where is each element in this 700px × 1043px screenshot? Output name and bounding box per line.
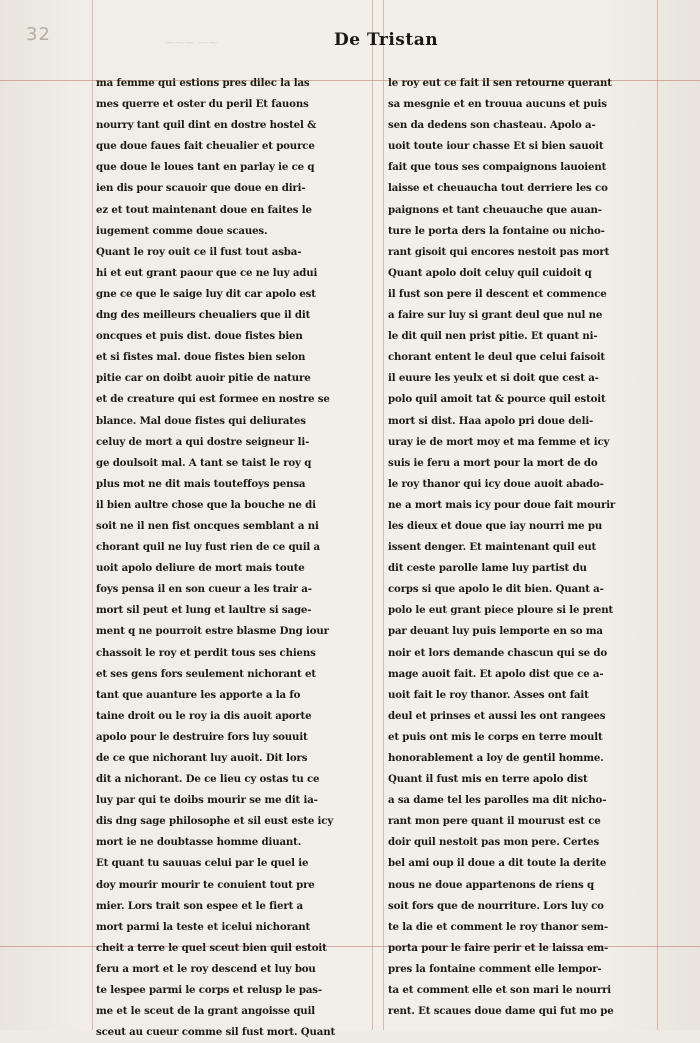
text-line [96,411,364,432]
line-text: Quant apolo doit celuy quil cuidoit q [388,266,592,279]
text-line [388,980,654,1001]
ruling-line [372,0,373,1030]
line-text: rant mon pere quant il mourust est ce [388,815,601,828]
line-text: polo le eut grant piece ploure si le prent [388,604,614,617]
text-line [388,1001,654,1022]
text-line [96,453,364,474]
text-line [96,263,364,284]
text-line [388,579,654,600]
line-text: dit a nichorant. De ce lieu cy ostas tu ce [96,773,320,786]
line-text: le roy thanor qui icy doue auoit abado- [388,477,604,490]
line-text: dis dng sage philosophe et sil eust este icy [96,815,334,828]
line-text: gne ce que le saige luy dit car apolo est [96,287,316,300]
text-line [96,643,364,664]
text-line [388,685,654,706]
text-line [96,811,364,832]
line-text: de ce que nichorant luy auoit. Dit lors [96,752,308,764]
line-text: mort ie ne doubtasse homme diuant. [96,836,302,849]
line-text: iugement comme doue scaues. [96,224,268,237]
text-line [388,474,654,495]
line-text: tant que auanture les apporte a la fo [96,688,301,701]
line-text: chorant quil ne luy fust rien de ce quil a [96,541,320,554]
text-line [96,368,364,389]
line-text: mage auoit fait. Et apolo dist que ce a- [388,667,604,680]
line-text: sen da dedens son chasteau. Apolo a- [388,119,596,132]
text-line [388,221,654,242]
text-line [96,980,364,1001]
line-text: celuy de mort a qui dostre seigneur li- [96,435,310,448]
line-text: nourry tant quil dint en dostre hostel & [96,119,317,132]
text-line [388,157,654,178]
line-text: mort parmi la teste et icelui nichorant [96,920,311,933]
text-line [388,769,654,790]
text-line [96,748,364,769]
line-text: ne a mort mais icy pour doue fait mourir [388,498,616,511]
text-line [388,495,654,516]
line-text: que doue faues fait cheualier et pource [96,140,315,153]
line-text: honorablement a loy de gentil homme. [388,752,604,764]
text-line [388,178,654,199]
line-text: il bien aultre chose que la bouche ne di [96,498,316,511]
text-line [96,200,364,221]
line-text: doir quil nestoit pas mon pere. Certes [388,836,600,849]
text-line [96,896,364,917]
text-line [96,727,364,748]
line-text: uray ie de mort moy et ma femme et icy [388,435,610,448]
text-line [388,263,654,284]
text-line [96,474,364,495]
text-line [388,558,654,579]
text-line [96,136,364,157]
line-text: noir et lors demande chascun qui se do [388,646,608,659]
text-line [96,432,364,453]
line-text: uoit toute iour chasse Et si bien sauoit [388,140,604,153]
line-text: et de creature qui est formee en nostre se [96,393,330,406]
text-line [96,115,364,136]
text-line [388,664,654,685]
line-text: Et quant tu sauuas celui par le quel ie [96,857,309,870]
line-text: sceut au cueur comme sil fust mort. Quant [96,1026,336,1039]
text-line [96,938,364,959]
text-line [96,495,364,516]
text-line [96,178,364,199]
line-text: paignons et tant cheuauche que auan- [388,203,602,216]
line-text: fait que tous ses compaignons lauoient [388,161,607,174]
text-line [388,832,654,853]
text-line [96,621,364,642]
line-text: taine droit ou le roy ia dis auoit aporte [96,709,312,722]
line-text: laisse et cheuaucha tout derriere les co [388,182,608,195]
text-line [388,600,654,621]
text-line [96,389,364,410]
text-line [388,811,654,832]
line-text: il euure les yeulx et si doit que cest a- [388,372,599,385]
folio-number: 32 [26,24,51,45]
line-text: chorant entent le deul que celui faisoit [388,351,605,364]
text-line [388,242,654,263]
text-line [388,136,654,157]
line-text: Quant il fust mis en terre apolo dist [388,773,588,786]
text-line [96,959,364,980]
line-text: a sa dame tel les parolles ma dit nicho- [388,794,607,807]
line-text: soit fors que de nourriture. Lors luy co [388,899,604,912]
line-text: uoit fait le roy thanor. Asses ont fait [388,688,589,701]
line-text: a faire sur luy si grant deul que nul ne [388,309,603,322]
line-text: plus mot ne dit mais touteffoys pensa [96,477,306,490]
text-line [96,875,364,896]
line-text: issent denger. Et maintenant quil eut [388,541,597,554]
line-text: et puis ont mis le corps en terre moult [388,730,603,743]
line-text: deul et prinses et aussi les ont rangees [388,709,606,722]
line-text: te lespee parmi le corps et relusp le pas- [96,984,322,997]
text-line [388,896,654,917]
right-text-column [388,73,654,1022]
text-line [96,579,364,600]
line-text: et ses gens fors seulement nichorant et [96,667,316,680]
line-text: que doue le loues tant en parlay ie ce q [96,161,315,174]
text-line [388,875,654,896]
line-text: ture le porta ders la fontaine ou nicho- [388,224,605,237]
ruling-line [383,0,384,1030]
ruling-line [92,0,93,1030]
text-line [96,790,364,811]
line-text: ment q ne pourroit estre blasme Dng iour [96,625,329,638]
text-line [388,432,654,453]
show-through: ⁓⁓⁓ ⁓⁓ [165,38,219,49]
line-text: nous ne doue appartenons de riens q [388,878,595,891]
line-text: ge doulsoit mal. A tant se taist le roy q [96,456,312,469]
line-text: les dieux et doue que iay nourri me pu [388,519,603,532]
line-text: le dit quil nen prist pitie. Et quant ni- [388,330,598,343]
text-line [388,368,654,389]
text-line [388,453,654,474]
text-line [96,664,364,685]
line-text: feru a mort et le roy descend et luy bou [96,962,316,975]
text-line [96,1001,364,1022]
text-line [96,917,364,938]
line-text: rant gisoit qui encores nestoit pas mort [388,245,610,258]
line-text: mort si dist. Haa apolo pri doue deli- [388,414,594,427]
text-line [388,790,654,811]
line-text: apolo pour le destruire fors luy souuit [96,730,308,743]
line-text: hi et eut grant paour que ce ne luy adui [96,266,318,279]
line-text: doy mourir mourir te conuient tout pre [96,878,315,891]
line-text: pitie car on doibt auoir pitie de nature [96,372,311,385]
line-text: sa mesgnie et en trouua aucuns et puis [388,98,607,111]
text-line [388,305,654,326]
text-line [388,326,654,347]
text-line [388,621,654,642]
line-text: et si fistes mal. doue fistes bien selon [96,351,306,364]
text-line [388,706,654,727]
line-text: polo quil amoit tat & pource quil estoit [388,393,606,406]
text-line [96,558,364,579]
line-text: mier. Lors trait son espee et le fiert a [96,899,303,912]
line-text: par deuant luy puis lemporte en so ma [388,625,603,638]
text-line [96,326,364,347]
line-text: Quant le roy ouit ce il fust tout asba- [96,245,302,258]
line-text: mes querre et oster du peril Et fauons [96,98,309,111]
ruling-line [657,0,658,1030]
text-line [96,516,364,537]
text-line [96,537,364,558]
text-line [388,959,654,980]
line-text: dit ceste parolle lame luy partist du [388,562,587,575]
line-text: ta et comment elle et son mari le nourri [388,984,612,997]
text-line [388,73,654,94]
line-text: uoit apolo deliure de mort mais toute [96,562,305,575]
text-line [96,94,364,115]
text-line [96,832,364,853]
line-text: ez et tout maintenant doue en faites le [96,203,312,216]
text-line [96,73,364,94]
line-text: ien dis pour scauoir que doue en diri- [96,182,306,195]
text-line [96,221,364,242]
text-line [388,748,654,769]
text-line [388,516,654,537]
line-text: dng des meilleurs cheualiers que il dit [96,309,311,322]
line-text: blance. Mal doue fistes qui deliurates [96,414,306,427]
line-text: cheit a terre le quel sceut bien quil estoit [96,941,327,954]
line-text: porta pour le faire perir et le laissa em- [388,941,609,954]
line-text: pres la fontaine comment elle lempor- [388,962,602,975]
line-text: chassoit le roy et perdit tous ses chiens [96,646,316,659]
line-text: ma femme qui estions pres dilec la las [96,77,310,89]
text-line [96,600,364,621]
text-line [96,157,364,178]
text-line [388,347,654,368]
line-text: mort sil peut et lung et laultre si sage- [96,604,312,617]
line-text: foys pensa il en son cueur a les trair a- [96,583,312,596]
text-line [388,938,654,959]
line-text: corps si que apolo le dit bien. Quant a- [388,583,604,596]
text-line [96,769,364,790]
text-line [96,305,364,326]
text-line [96,853,364,874]
line-text: bel ami oup il doue a dit toute la derite [388,857,607,870]
text-line [388,853,654,874]
text-line [388,284,654,305]
text-line [96,685,364,706]
text-line [388,411,654,432]
line-text: te la die et comment le roy thanor sem- [388,920,608,933]
line-text: il fust son pere il descent et commence [388,287,607,300]
line-text: suis ie feru a mort pour la mort de do [388,456,598,469]
text-line [96,706,364,727]
text-line [388,94,654,115]
text-line [388,200,654,221]
left-text-column [96,73,364,1043]
text-line [388,115,654,136]
line-text: me et le sceut de la grant angoisse quil [96,1005,316,1018]
text-line [388,917,654,938]
text-line [388,389,654,410]
line-text: oncques et puis dist. doue fistes bien [96,330,303,343]
line-text: soit ne il nen fist oncques semblant a ni [96,519,319,532]
text-line [96,347,364,368]
text-line [388,537,654,558]
text-line [388,727,654,748]
line-text: luy par qui te doibs mourir se me dit ia- [96,794,318,807]
text-line [388,643,654,664]
text-line [96,284,364,305]
line-text: rent. Et scaues doue dame qui fut mo pe [388,1005,614,1018]
line-text: le roy eut ce fait il sen retourne querant [388,77,612,89]
running-head: De Tristan [334,30,439,50]
text-line [96,1022,364,1043]
text-line [96,242,364,263]
